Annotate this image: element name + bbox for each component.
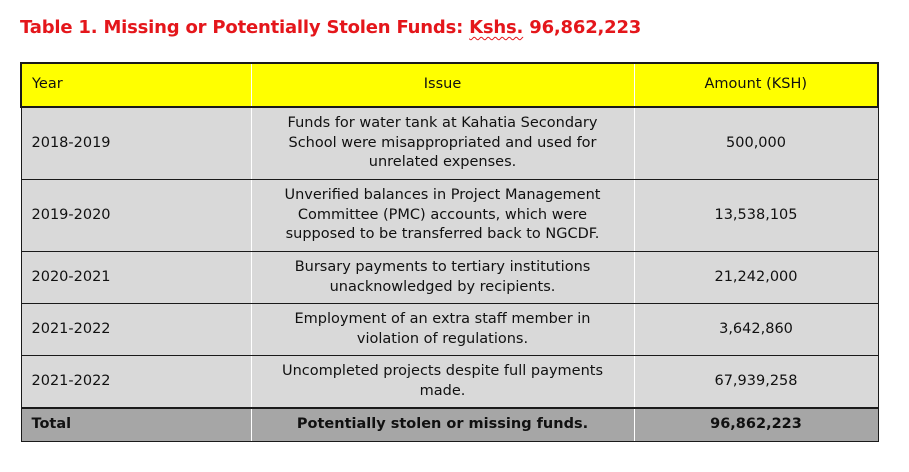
title-prefix: Table 1. Missing or Potentially Stolen Funds:: [20, 17, 470, 38]
row-amount: 21,242,000: [634, 252, 878, 304]
row-year: 2021-2022: [21, 304, 251, 356]
table-row: [21, 180, 878, 252]
total-amount: 96,862,223: [634, 408, 878, 442]
row-amount: 67,939,258: [634, 356, 878, 409]
row-year: 2020-2021: [21, 252, 251, 304]
header-year: Year: [21, 63, 251, 107]
total-row: [21, 408, 878, 442]
row-issue: Employment of an extra staff member in violation of regulations.: [251, 304, 634, 356]
row-year: 2021-2022: [21, 356, 251, 409]
header-row: [21, 63, 878, 107]
total-issue: Potentially stolen or missing funds.: [251, 408, 634, 442]
row-year: 2018-2019: [21, 107, 251, 180]
row-amount: 13,538,105: [634, 180, 878, 252]
header-amount: Amount (KSH): [634, 63, 878, 107]
funds-table: [20, 62, 879, 442]
table-row: [21, 356, 878, 409]
row-amount: 3,642,860: [634, 304, 878, 356]
row-amount: 500,000: [634, 107, 878, 180]
title-amount: 96,862,223: [523, 17, 642, 38]
total-label: Total: [21, 408, 251, 442]
row-issue: Funds for water tank at Kahatia Secondary School were misappropriated and used for unrelated expenses.: [251, 107, 634, 180]
table-row: [21, 304, 878, 356]
title-currency: Kshs.: [469, 17, 524, 38]
table-title: [20, 17, 641, 38]
row-issue: Unverified balances in Project Management Committee (PMC) accounts, which were supposed to be transferred back to NGCDF.: [251, 180, 634, 252]
table-row: [21, 107, 878, 180]
row-issue: Bursary payments to tertiary institutions unacknowledged by recipients.: [251, 252, 634, 304]
table-row: [21, 252, 878, 304]
row-issue: Uncompleted projects despite full payments made.: [251, 356, 634, 409]
header-issue: Issue: [251, 63, 634, 107]
row-year: 2019-2020: [21, 180, 251, 252]
